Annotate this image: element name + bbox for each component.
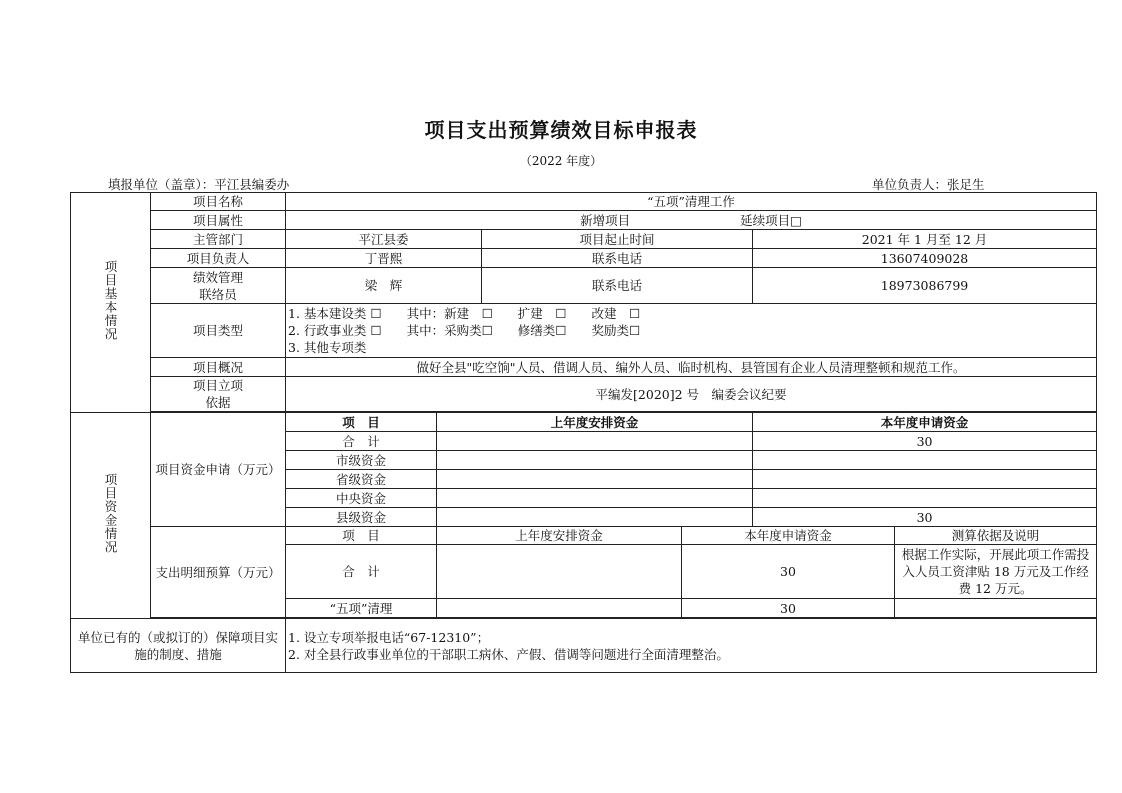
col-item-header: 项 目 xyxy=(286,413,437,432)
detail-col-last: 上年度安排资金 xyxy=(437,527,682,545)
table-row: 县级资金 xyxy=(286,508,437,527)
detail-label: 支出明细预算（万元） xyxy=(151,527,286,618)
detail-total-this: 30 xyxy=(682,545,895,599)
owner-value: 丁晋熙 xyxy=(286,249,482,268)
cell-last xyxy=(437,432,753,451)
basis-label: 项目立项 依据 xyxy=(151,377,286,412)
detail-item-note xyxy=(895,599,1097,618)
unit-leader: 单位负责人：张足生 xyxy=(872,177,985,192)
cell-this xyxy=(753,451,1097,470)
detail-col-note: 测算依据及说明 xyxy=(895,527,1097,545)
contact-value: 梁 辉 xyxy=(286,268,482,304)
cell-this xyxy=(753,489,1097,508)
detail-item-this: 30 xyxy=(682,599,895,618)
cell-this xyxy=(753,470,1097,489)
reporting-unit: 填报单位（盖章）：平江县编委办 xyxy=(108,177,290,192)
section-basic-info: 项目基本情况 xyxy=(71,193,151,413)
measures-value: 1. 设立专项举报电话“67-12310”； 2. 对全县行政事业单位的干部职工病休、产假、借调等问题进行全面清理整治。 xyxy=(286,619,1097,673)
detail-col-this: 本年度申请资金 xyxy=(682,527,895,545)
table-row: 中央资金 xyxy=(286,489,437,508)
cell-this: 30 xyxy=(753,432,1097,451)
dept-value: 平江县委 xyxy=(286,230,482,249)
cell-last xyxy=(437,508,753,527)
page-title: 项目支出预算绩效目标申报表 xyxy=(424,118,698,142)
cell-this: 30 xyxy=(753,508,1097,527)
project-type-options: 1. 基本建设类 ☐ 其中：新建 ☐ 扩建 ☐ 改建 ☐ 2. 行政事业类 ☐ 其中：采购类☐ 修缮类☐ 奖励类☐ 3. 其他专项类 xyxy=(286,304,1097,358)
contact-phone-label: 联系电话 xyxy=(482,268,753,304)
detail-total-last xyxy=(437,545,682,599)
detail-total-name: 合 计 xyxy=(286,545,437,599)
cell-last xyxy=(437,451,753,470)
col-this-header: 本年度申请资金 xyxy=(753,413,1097,432)
detail-item-name: “五项”清理 xyxy=(286,599,437,618)
project-name-label: 项目名称 xyxy=(151,193,286,211)
overview-label: 项目概况 xyxy=(151,358,286,377)
owner-phone-value: 13607409028 xyxy=(753,249,1097,268)
detail-col-item: 项 目 xyxy=(286,527,437,545)
project-attr-label: 项目属性 xyxy=(151,211,286,230)
cell-last xyxy=(437,470,753,489)
cell-last xyxy=(437,489,753,508)
table-row: 市级资金 xyxy=(286,451,437,470)
performance-form-table xyxy=(70,192,1097,673)
col-last-header: 上年度安排资金 xyxy=(437,413,753,432)
table-row: 省级资金 xyxy=(286,470,437,489)
period-value: 2021 年 1 月至 12 月 xyxy=(753,230,1097,249)
contact-label: 绩效管理 联络员 xyxy=(151,268,286,304)
measures-label: 单位已有的（或拟订的）保障项目实 施的制度、措施 xyxy=(71,619,286,673)
report-year: （2022 年度） xyxy=(519,154,603,168)
detail-item-last xyxy=(437,599,682,618)
project-type-label: 项目类型 xyxy=(151,304,286,358)
period-label: 项目起止时间 xyxy=(482,230,753,249)
project-attr-value: 新增项目 延续项目□ xyxy=(286,211,1097,230)
project-name-value: “五项”清理工作 xyxy=(286,193,1097,211)
owner-label: 项目负责人 xyxy=(151,249,286,268)
owner-phone-label: 联系电话 xyxy=(482,249,753,268)
contact-phone-value: 18973086799 xyxy=(753,268,1097,304)
section-funds: 项目资金情况 xyxy=(71,413,151,619)
detail-note: 根据工作实际，开展此项工作需投 入人员工资津贴 18 万元及工作经 费 12 万元。 xyxy=(895,545,1097,599)
basis-value: 平编发[2020]2 号 编委会议纪要 xyxy=(286,377,1097,412)
overview-value: 做好全县"吃空饷"人员、借调人员、编外人员、临时机构、县管国有企业人员清理整顿和规范工作。 xyxy=(286,358,1097,377)
dept-label: 主管部门 xyxy=(151,230,286,249)
table-row: 合 计 xyxy=(286,432,437,451)
apply-label: 项目资金申请（万元） xyxy=(151,413,286,527)
